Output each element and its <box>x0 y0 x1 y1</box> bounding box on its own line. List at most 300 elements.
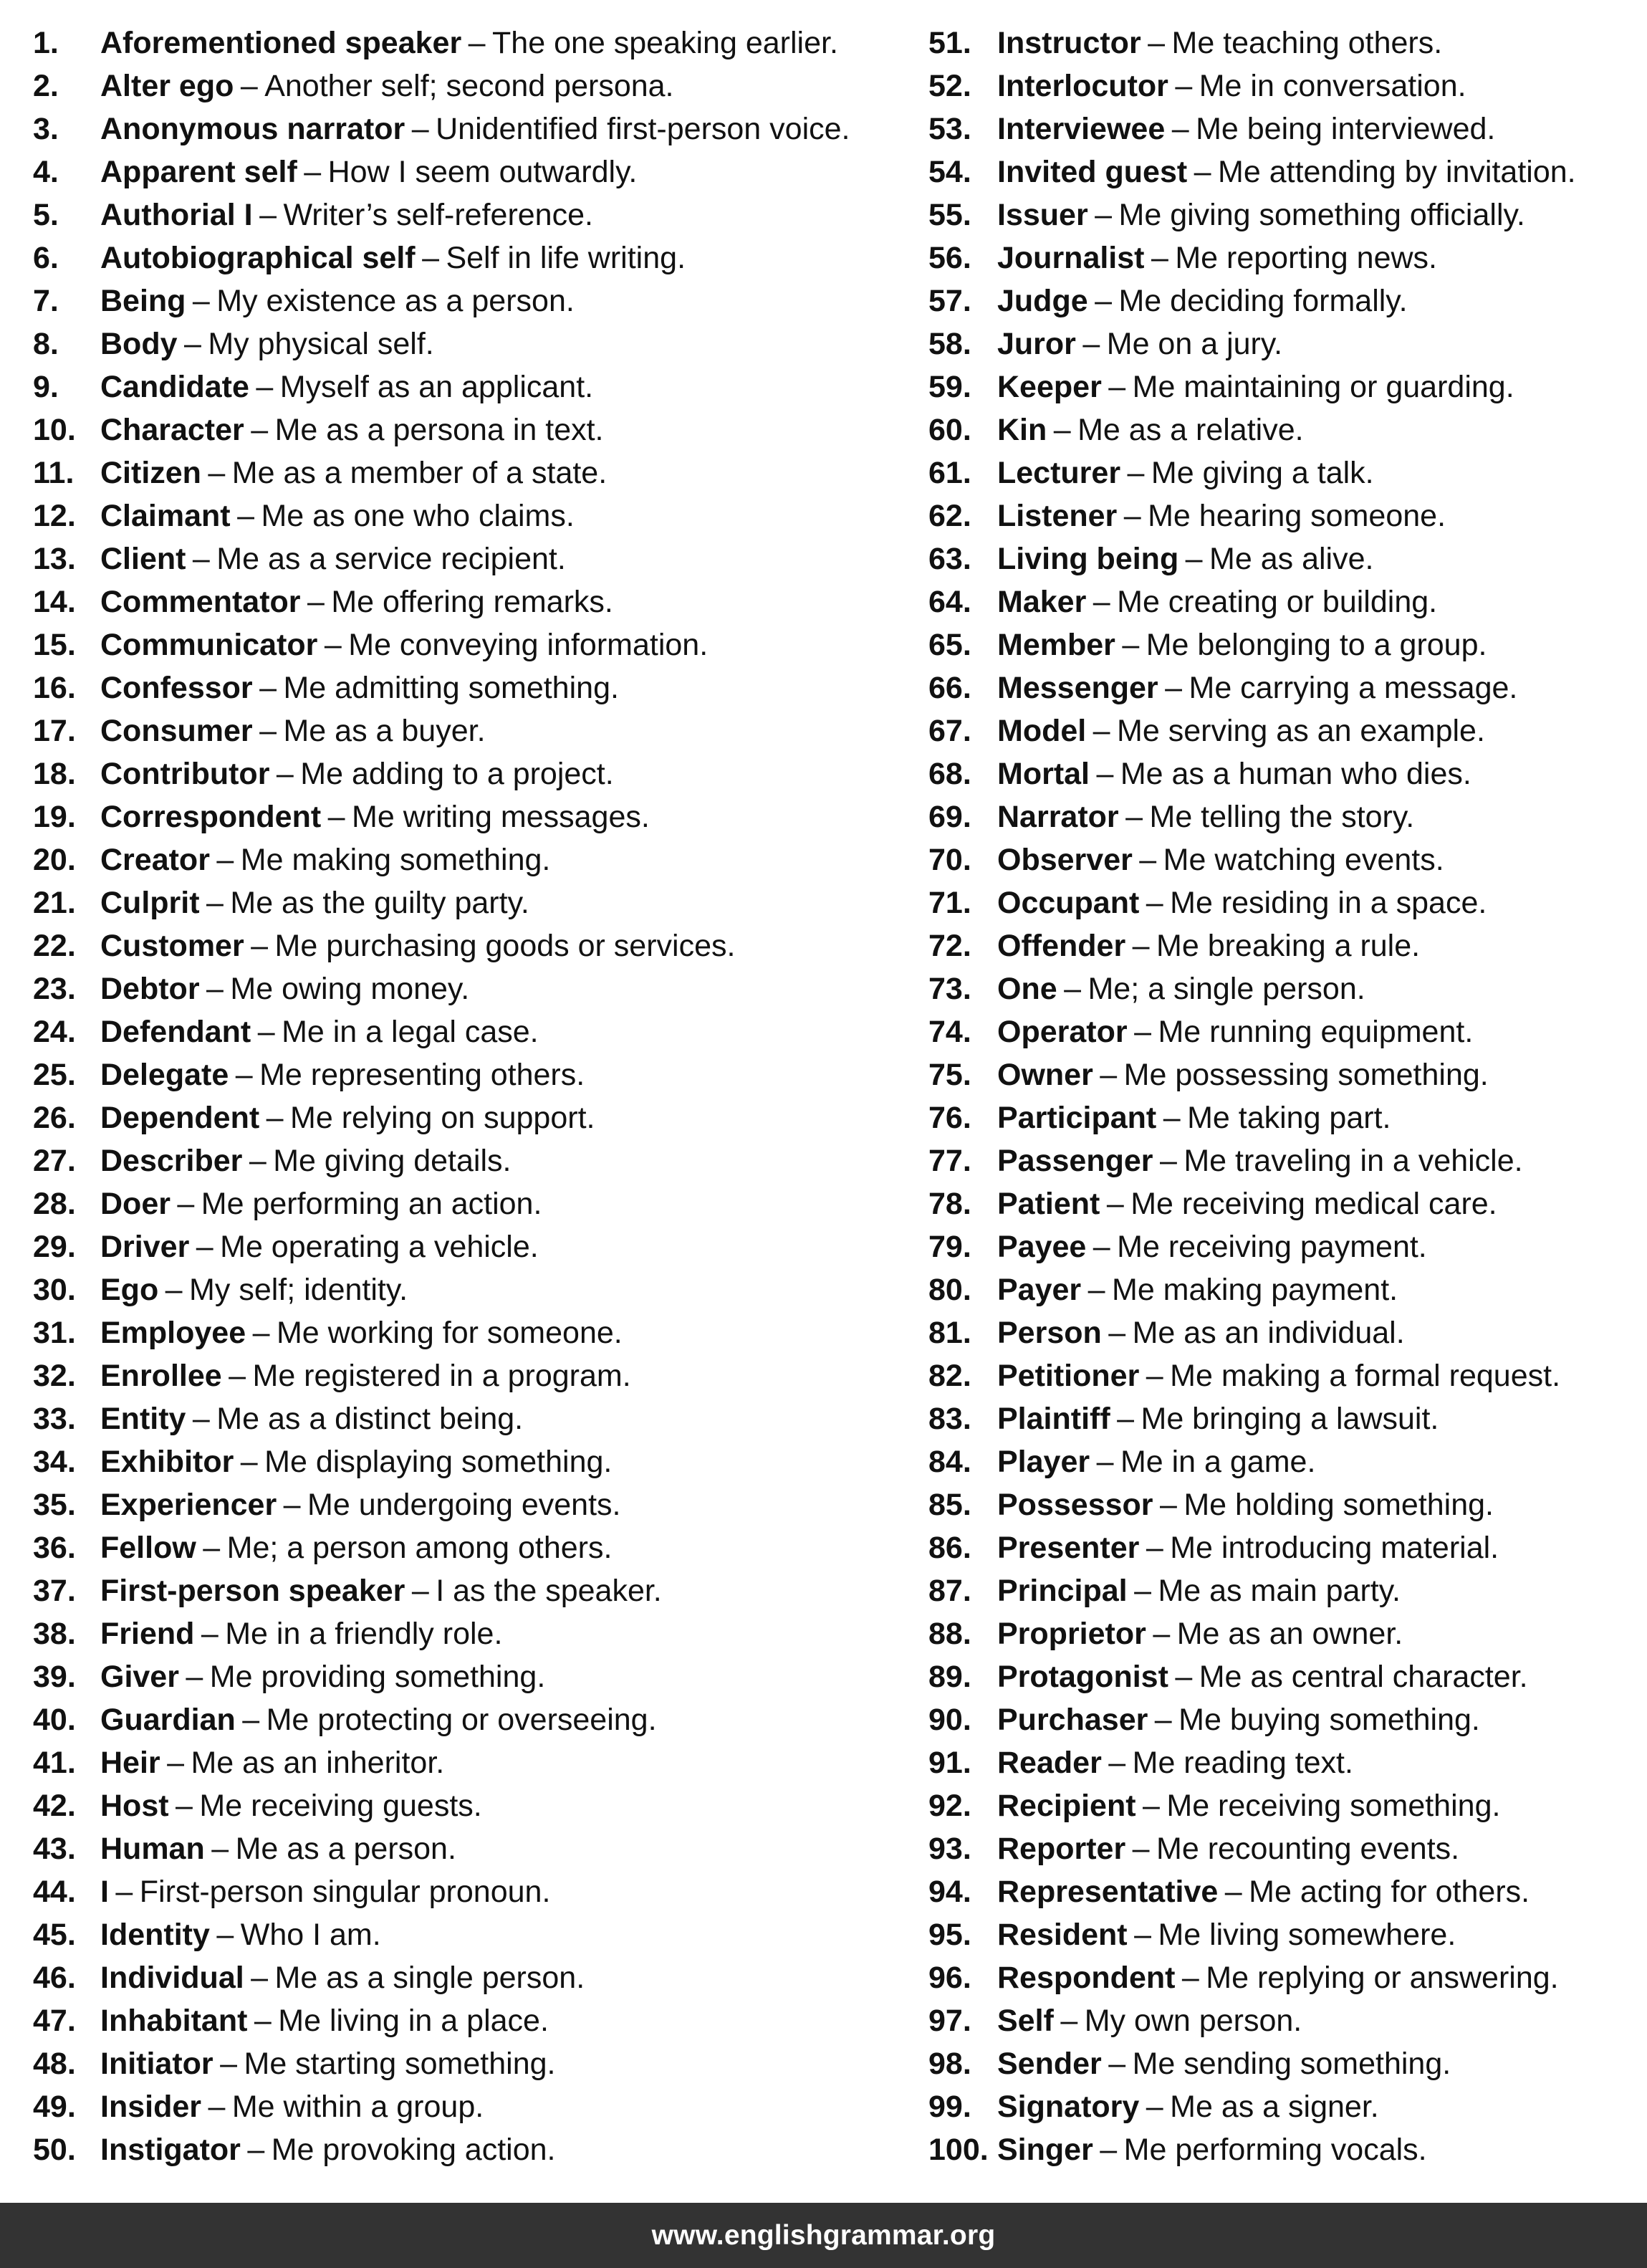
list-item <box>33 2128 914 2171</box>
item-dash-separator: – <box>196 1230 213 1264</box>
item-term: Candidate <box>100 370 249 404</box>
item-term: Issuer <box>997 198 1088 232</box>
item-term: Describer <box>100 1144 243 1178</box>
item-text <box>997 1827 1459 1870</box>
list-item <box>928 2042 1631 2085</box>
item-dash-separator: – <box>256 370 274 404</box>
item-definition: Me as a member of a state. <box>231 456 608 490</box>
item-definition: Me as the guilty party. <box>230 886 529 920</box>
list-item <box>928 279 1631 322</box>
item-text <box>997 795 1414 838</box>
item-definition: Me in a friendly role. <box>225 1617 503 1651</box>
item-dash-separator: – <box>1117 1402 1135 1436</box>
item-definition: Me as a relative. <box>1077 413 1304 447</box>
item-dash-separator: – <box>1146 2090 1163 2124</box>
item-number: 46. <box>33 1961 76 1995</box>
item-text <box>997 1956 1559 1999</box>
item-dash-separator: – <box>1127 456 1145 490</box>
item-definition: Me in conversation. <box>1199 69 1466 103</box>
item-definition: How I seem outwardly. <box>327 155 638 189</box>
item-definition: Me working for someone. <box>276 1316 623 1350</box>
item-term: Maker <box>997 585 1087 619</box>
item-number: 35. <box>33 1488 76 1522</box>
item-definition: Me reading text. <box>1132 1746 1353 1780</box>
item-definition: First-person singular pronoun. <box>139 1875 551 1909</box>
item-definition: Me running equipment. <box>1158 1015 1474 1049</box>
item-text <box>997 107 1495 150</box>
item-text <box>100 1354 631 1397</box>
item-term: Delegate <box>100 1058 229 1092</box>
list-item <box>928 1870 1631 1913</box>
item-term: Citizen <box>100 456 201 490</box>
item-term: Ego <box>100 1273 159 1307</box>
item-number: 61. <box>928 456 971 490</box>
item-dash-separator: – <box>1139 843 1157 877</box>
list-item <box>928 1010 1631 1053</box>
item-number: 2. <box>33 69 59 103</box>
item-dash-separator: – <box>249 1144 267 1178</box>
item-definition: Me replying or answering. <box>1206 1961 1559 1995</box>
item-term: Body <box>100 327 178 361</box>
item-term: Driver <box>100 1230 190 1264</box>
item-dash-separator: – <box>242 1703 260 1737</box>
list-item <box>33 365 914 408</box>
item-dash-separator: – <box>251 413 269 447</box>
item-number: 21. <box>33 886 76 920</box>
item-definition: My own person. <box>1084 2004 1302 2038</box>
list-item <box>928 322 1631 365</box>
list-item <box>928 580 1631 623</box>
item-text <box>997 1053 1489 1096</box>
item-term: Initiator <box>100 2047 213 2081</box>
item-definition: Me operating a vehicle. <box>220 1230 539 1264</box>
item-definition: Me conveying information. <box>348 628 709 662</box>
item-term: Individual <box>100 1961 244 1995</box>
item-number: 69. <box>928 800 971 834</box>
item-dash-separator: – <box>1093 585 1110 619</box>
item-term: Culprit <box>100 886 200 920</box>
item-term: Enrollee <box>100 1359 222 1393</box>
list-item <box>33 1483 914 1526</box>
item-definition: Me making payment. <box>1112 1273 1398 1307</box>
item-number: 64. <box>928 585 971 619</box>
list-item <box>928 236 1631 279</box>
item-number: 20. <box>33 843 76 877</box>
list-item <box>928 838 1631 881</box>
list-item <box>928 709 1631 752</box>
list-item <box>33 924 914 967</box>
item-term: Reader <box>997 1746 1102 1780</box>
item-text <box>100 881 529 924</box>
item-dash-separator: – <box>1093 1230 1110 1264</box>
list-item <box>928 666 1631 709</box>
item-definition: Me; a person among others. <box>226 1531 613 1565</box>
item-term: Commentator <box>100 585 301 619</box>
item-term: Possessor <box>997 1488 1153 1522</box>
item-definition: Me receiving something. <box>1166 1789 1501 1823</box>
list-item <box>928 365 1631 408</box>
item-number: 77. <box>928 1144 971 1178</box>
item-number: 62. <box>928 499 971 533</box>
item-number: 55. <box>928 198 971 232</box>
item-term: One <box>997 972 1057 1006</box>
item-definition: Me recounting events. <box>1156 1832 1460 1866</box>
item-number: 27. <box>33 1144 76 1178</box>
item-number: 50. <box>33 2133 76 2167</box>
list-item <box>928 752 1631 795</box>
item-text <box>997 580 1437 623</box>
item-definition: Me carrying a message. <box>1189 671 1518 705</box>
item-term: Plaintiff <box>997 1402 1110 1436</box>
item-term: Defendant <box>100 1015 251 1049</box>
list-item <box>928 1913 1631 1956</box>
item-text <box>997 21 1442 64</box>
item-dash-separator: – <box>1082 327 1100 361</box>
item-dash-separator: – <box>1096 757 1114 791</box>
item-dash-separator: – <box>1181 1961 1199 1995</box>
item-term: Alter ego <box>100 69 234 103</box>
item-dash-separator: – <box>254 2004 272 2038</box>
item-text <box>997 881 1487 924</box>
item-dash-separator: – <box>192 542 210 576</box>
item-term: Person <box>997 1316 1102 1350</box>
list-item <box>928 1096 1631 1139</box>
item-number: 78. <box>928 1187 971 1221</box>
item-term: Signatory <box>997 2090 1140 2124</box>
item-text <box>997 1268 1398 1311</box>
item-number: 28. <box>33 1187 76 1221</box>
item-term: Singer <box>997 2133 1093 2167</box>
item-text <box>997 537 1373 580</box>
item-term: Principal <box>997 1574 1128 1608</box>
item-number: 68. <box>928 757 971 791</box>
item-definition: Me receiving payment. <box>1117 1230 1427 1264</box>
list-item <box>928 1139 1631 1182</box>
item-text <box>997 322 1282 365</box>
item-definition: Me attending by invitation. <box>1218 155 1576 189</box>
item-text <box>100 1311 623 1354</box>
item-text <box>997 2042 1451 2085</box>
item-dash-separator: – <box>203 1531 221 1565</box>
item-definition: Me belonging to a group. <box>1146 628 1487 662</box>
item-text <box>100 623 708 666</box>
item-definition: Me providing something. <box>209 1660 546 1694</box>
item-dash-separator: – <box>1153 1617 1171 1651</box>
list-item <box>33 1784 914 1827</box>
list-item <box>33 623 914 666</box>
item-number: 66. <box>928 671 971 705</box>
item-number: 4. <box>33 155 59 189</box>
item-dash-separator: – <box>211 1832 229 1866</box>
item-dash-separator: – <box>1108 2047 1126 2081</box>
item-dash-separator: – <box>259 198 277 232</box>
item-dash-separator: – <box>1095 284 1113 318</box>
item-term: Observer <box>997 843 1133 877</box>
item-term: Exhibitor <box>100 1445 234 1479</box>
item-dash-separator: – <box>1064 972 1082 1006</box>
list-item <box>33 1913 914 1956</box>
item-definition: Me taking part. <box>1187 1101 1391 1135</box>
item-term: Juror <box>997 327 1076 361</box>
item-term: Debtor <box>100 972 200 1006</box>
item-number: 29. <box>33 1230 76 1264</box>
item-text <box>100 1956 585 1999</box>
item-definition: Me as central character. <box>1199 1660 1528 1694</box>
item-dash-separator: – <box>1108 370 1126 404</box>
list-item <box>33 1010 914 1053</box>
list-item <box>928 408 1631 451</box>
item-number: 15. <box>33 628 76 662</box>
list-item <box>33 795 914 838</box>
item-number: 33. <box>33 1402 76 1436</box>
item-dash-separator: – <box>1095 198 1113 232</box>
item-text <box>100 322 434 365</box>
item-definition: Me watching events. <box>1163 843 1444 877</box>
list-item <box>33 21 914 64</box>
item-dash-separator: – <box>115 1875 133 1909</box>
item-term: Apparent self <box>100 155 297 189</box>
item-number: 95. <box>928 1918 971 1952</box>
item-term: Payee <box>997 1230 1087 1264</box>
item-text <box>100 967 469 1010</box>
item-text <box>997 709 1485 752</box>
item-definition: Me owing money. <box>230 972 470 1006</box>
item-dash-separator: – <box>1171 112 1189 146</box>
item-term: Experiencer <box>100 1488 277 1522</box>
item-term: Lecturer <box>997 456 1121 490</box>
item-term: Anonymous narrator <box>100 112 405 146</box>
item-definition: Me hearing someone. <box>1148 499 1446 533</box>
item-text <box>100 2085 484 2128</box>
item-text <box>997 1741 1353 1784</box>
item-definition: Me making a formal request. <box>1170 1359 1561 1393</box>
item-term: Resident <box>997 1918 1128 1952</box>
item-number: 80. <box>928 1273 971 1307</box>
item-number: 90. <box>928 1703 971 1737</box>
item-dash-separator: – <box>1159 1488 1177 1522</box>
item-number: 94. <box>928 1875 971 1909</box>
item-text <box>100 2042 555 2085</box>
item-definition: Me starting something. <box>244 2047 556 2081</box>
item-dash-separator: – <box>266 1101 284 1135</box>
item-number: 92. <box>928 1789 971 1823</box>
list-item <box>33 1139 914 1182</box>
item-dash-separator: – <box>201 1617 219 1651</box>
item-definition: Me adding to a project. <box>300 757 614 791</box>
item-text <box>997 193 1525 236</box>
item-text <box>997 1784 1500 1827</box>
item-dash-separator: – <box>257 1015 275 1049</box>
item-dash-separator: – <box>324 628 342 662</box>
item-term: Self <box>997 2004 1054 2038</box>
list-item <box>33 709 914 752</box>
item-text <box>997 623 1487 666</box>
list-item <box>33 537 914 580</box>
item-text <box>997 1612 1403 1655</box>
item-term: Instructor <box>997 26 1141 60</box>
item-text <box>100 1225 539 1268</box>
item-definition: Me in a legal case. <box>282 1015 539 1049</box>
item-term: Employee <box>100 1316 246 1350</box>
item-number: 14. <box>33 585 76 619</box>
list-item <box>928 1440 1631 1483</box>
list-item <box>928 1053 1631 1096</box>
item-number: 53. <box>928 112 971 146</box>
item-definition: My self; identity. <box>189 1273 408 1307</box>
list-item <box>33 881 914 924</box>
item-definition: Me giving something officially. <box>1118 198 1525 232</box>
list-item <box>33 1268 914 1311</box>
item-number: 12. <box>33 499 76 533</box>
item-term: Friend <box>100 1617 195 1651</box>
item-term: Authorial I <box>100 198 253 232</box>
item-definition: Me as one who claims. <box>261 499 575 533</box>
item-definition: Me reporting news. <box>1175 241 1437 275</box>
item-dash-separator: – <box>1123 499 1141 533</box>
item-text <box>100 1870 550 1913</box>
item-definition: Me performing vocals. <box>1123 2133 1427 2167</box>
item-number: 84. <box>928 1445 971 1479</box>
item-definition: Me offering remarks. <box>331 585 613 619</box>
item-definition: Me performing an action. <box>201 1187 542 1221</box>
item-number: 54. <box>928 155 971 189</box>
item-dash-separator: – <box>1163 1101 1181 1135</box>
item-dash-separator: – <box>1134 1918 1151 1952</box>
item-text <box>997 2128 1427 2171</box>
item-number: 86. <box>928 1531 971 1565</box>
item-definition: Me introducing material. <box>1170 1531 1499 1565</box>
item-definition: Me purchasing goods or services. <box>274 929 736 963</box>
item-dash-separator: – <box>237 499 254 533</box>
item-definition: Me as a buyer. <box>283 714 486 748</box>
item-definition: Me receiving guests. <box>199 1789 482 1823</box>
item-term: Identity <box>100 1918 210 1952</box>
item-term: Host <box>100 1789 169 1823</box>
list-item <box>33 1999 914 2042</box>
item-definition: Me as a distinct being. <box>216 1402 524 1436</box>
item-number: 96. <box>928 1961 971 1995</box>
item-term: Respondent <box>997 1961 1176 1995</box>
item-number: 89. <box>928 1660 971 1694</box>
item-number: 42. <box>33 1789 76 1823</box>
item-definition: Me living somewhere. <box>1158 1918 1456 1952</box>
item-term: Player <box>997 1445 1090 1479</box>
item-dash-separator: – <box>252 1316 270 1350</box>
list-item <box>33 494 914 537</box>
item-definition: Me serving as an example. <box>1117 714 1485 748</box>
item-text <box>997 1870 1530 1913</box>
item-definition: Who I am. <box>240 1918 381 1952</box>
item-definition: Me receiving medical care. <box>1130 1187 1497 1221</box>
item-number: 1. <box>33 26 59 60</box>
item-number: 13. <box>33 542 76 576</box>
item-number: 83. <box>928 1402 971 1436</box>
item-text <box>997 1311 1405 1354</box>
item-text <box>997 1225 1427 1268</box>
list-item <box>928 494 1631 537</box>
item-dash-separator: – <box>229 1359 246 1393</box>
item-number: 36. <box>33 1531 76 1565</box>
item-text <box>100 752 614 795</box>
item-dash-separator: – <box>307 585 325 619</box>
item-number: 71. <box>928 886 971 920</box>
item-term: Representative <box>997 1875 1219 1909</box>
item-text <box>100 408 604 451</box>
item-number: 22. <box>33 929 76 963</box>
item-number: 48. <box>33 2047 76 2081</box>
item-number: 65. <box>928 628 971 662</box>
item-number: 57. <box>928 284 971 318</box>
item-text <box>100 1784 482 1827</box>
item-term: Being <box>100 284 186 318</box>
item-number: 31. <box>33 1316 76 1350</box>
item-dash-separator: – <box>1093 714 1110 748</box>
item-definition: Me being interviewed. <box>1196 112 1496 146</box>
item-number: 82. <box>928 1359 971 1393</box>
item-text <box>997 150 1576 193</box>
item-dash-separator: – <box>283 1488 301 1522</box>
item-number: 88. <box>928 1617 971 1651</box>
list-item <box>33 193 914 236</box>
item-dash-separator: – <box>1165 671 1183 705</box>
item-term: Proprietor <box>997 1617 1146 1651</box>
item-number: 7. <box>33 284 59 318</box>
list-item <box>928 193 1631 236</box>
item-term: Participant <box>997 1101 1157 1135</box>
item-dash-separator: – <box>208 456 226 490</box>
list-item <box>928 1698 1631 1741</box>
item-term: Correspondent <box>100 800 322 834</box>
item-definition: Me sending something. <box>1132 2047 1451 2081</box>
item-term: Contributor <box>100 757 270 791</box>
item-term: Autobiographical self <box>100 241 416 275</box>
item-number: 5. <box>33 198 59 232</box>
item-number: 11. <box>33 456 75 490</box>
item-dash-separator: – <box>1185 542 1203 576</box>
item-text <box>997 1698 1480 1741</box>
item-term: Presenter <box>997 1531 1140 1565</box>
item-number: 3. <box>33 112 59 146</box>
item-dash-separator: – <box>1108 1316 1126 1350</box>
list-item <box>928 1999 1631 2042</box>
item-term: Creator <box>100 843 210 877</box>
item-term: Interviewee <box>997 112 1166 146</box>
item-dash-separator: – <box>220 2047 238 2081</box>
item-definition: Me as an individual. <box>1132 1316 1405 1350</box>
list-item <box>928 1741 1631 1784</box>
item-term: Journalist <box>997 241 1145 275</box>
item-text <box>100 150 637 193</box>
item-term: Reporter <box>997 1832 1126 1866</box>
item-number: 85. <box>928 1488 971 1522</box>
item-dash-separator: – <box>411 1574 429 1608</box>
item-term: Kin <box>997 413 1047 447</box>
list-item <box>33 967 914 1010</box>
item-number: 81. <box>928 1316 971 1350</box>
item-dash-separator: – <box>1087 1273 1105 1307</box>
item-text <box>997 1569 1401 1612</box>
item-dash-separator: – <box>1154 1703 1172 1737</box>
item-text <box>100 236 686 279</box>
item-term: Dependent <box>100 1101 260 1135</box>
item-definition: Unidentified first-person voice. <box>436 112 850 146</box>
list-item <box>33 1741 914 1784</box>
item-text <box>997 451 1374 494</box>
item-dash-separator: – <box>1060 2004 1078 2038</box>
list-item <box>928 1655 1631 1698</box>
list-item <box>928 1311 1631 1354</box>
item-definition: Me provoking action. <box>271 2133 556 2167</box>
